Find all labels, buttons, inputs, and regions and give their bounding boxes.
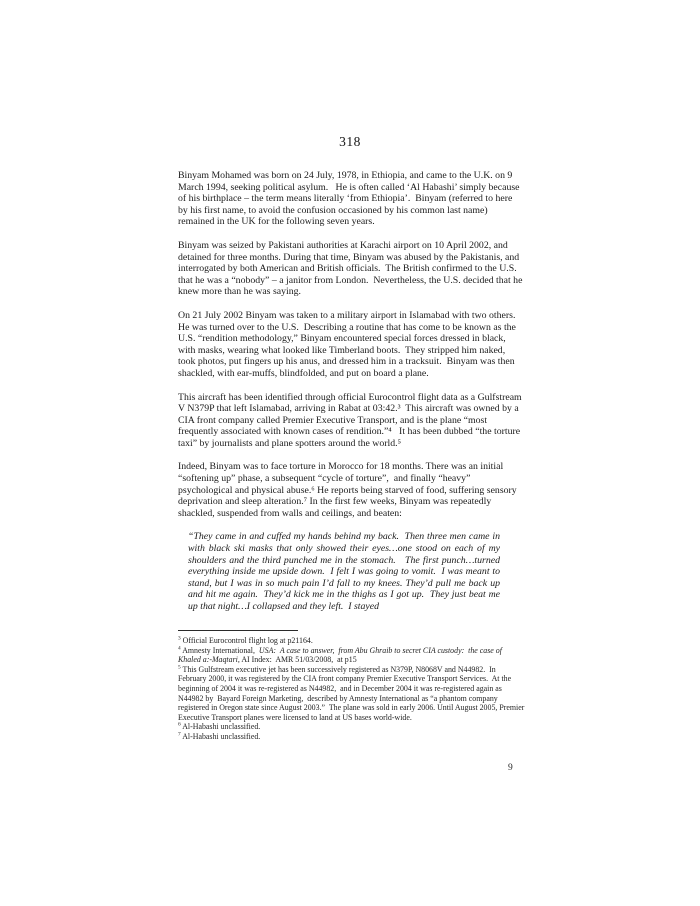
body-paragraph-3: On 21 July 2002 Binyam was taken to a military airport in Islamabad with two others. He was turned over to the U.S. Describing a routine that has come to be known as the U.S. “rendition methodology,” Binyam encountered special forces dressed in black, with masks, wearing what looked like Timberland boots. They stripped him naked, took photos, put fingers up his anus, and dressed him in a tracksuit. Binyam was then shackled, with ear-muffs, blindfolded, and put on board a plane. xyxy=(178,309,519,379)
footnote-3 xyxy=(178,636,526,646)
footnote-3-text: Official Eurocontrol flight log at p21164. xyxy=(180,636,313,645)
footnote-4-text-tail: , AI Index: AMR 51/03/2008, at p15 xyxy=(237,655,357,665)
footnote-5 xyxy=(178,665,526,723)
footnote-5-text: This Gulfstream executive jet has been successively registered as N379P, N8068V and N44982. In February 2000, it was registered by the CIA front company Premier Executive Transport Services. At the beginning of 2004 it was re-registered as N44982, and in December 2004 it was re-registered again as N44982 by Bayard Foreign Marketing, described by Amnesty International as “a phantom company registered in Oregon state since August 2003.” The plane was sold in early 2006. Until August 2005, Premier Executive Transport planes were licensed to land at US bases world-wide. xyxy=(178,664,527,722)
body-paragraph-2: Binyam was seized by Pakistani authorities at Karachi airport on 10 April 2002, and detained for three months. During that time, Binyam was abused by the Pakistanis, and interrogated by both American and British officials. The British confirmed to the U.S. that he was a “nobody” – a janitor from London. Nevertheless, the U.S. decided that he knew more than he was saying. xyxy=(178,239,525,298)
footnote-marker-6: 6 xyxy=(178,721,181,728)
body-paragraph-1: Binyam Mohamed was born on 24 July, 1978, in Ethiopia, and came to the U.K. on 9 March 1994, seeking political asylum. He is often called ‘Al Habashi’ simply because of his birthplace – the term means literally ‘from Ethiopia’. Binyam (referred to here by his first name, to avoid the confusion occasioned by his common last name) remained in the UK for the following seven years. xyxy=(178,170,522,228)
footnote-6 xyxy=(178,722,526,732)
body-paragraph-5: Indeed, Binyam was to face torture in Morocco for 18 months. There was an initial “softening up” phase, a subsequent “cycle of torture”, and finally “heavy” psychological and physical abuse.⁶ He reports being starved of food, suffering sensory deprivation and sleep alteration.⁷ In the first few weeks, Binyam was repeatedly shackled, suspended from walls and ceilings, and beaten: xyxy=(178,461,520,519)
footnotes-section xyxy=(178,630,526,742)
footnote-4-text-lead: Amnesty International, xyxy=(180,645,259,655)
footnote-7 xyxy=(178,732,526,742)
footnote-4 xyxy=(178,646,526,665)
main-text-block xyxy=(178,170,524,613)
footnote-marker-3: 3 xyxy=(178,635,181,642)
testimony-blockquote: “They came in and cuffed my hands behind my back. Then three men came in with black ski masks that only showed their eyes…one stood on each of my shoulders and the third punched me in the stomach. The first punch…turned everything inside me upside down. I felt I was going to vomit. I was meant to stand, but I was in so much pain I’d fall to my knees. They’d pull me back up and hit me again. They’d kick me in the thighs as I got up. They just beat me up that night…I collapsed and they left. I stayed xyxy=(188,531,503,612)
footnote-marker-7: 7 xyxy=(178,731,181,738)
footnote-marker-4: 4 xyxy=(178,644,181,651)
footnote-6-text: Al-Habashi unclassified. xyxy=(180,722,261,732)
footnote-marker-5: 5 xyxy=(178,664,181,671)
footnote-7-text: Al-Habashi unclassified. xyxy=(180,731,261,741)
page-header-number: 318 xyxy=(339,134,361,149)
footnote-separator-line xyxy=(178,630,298,631)
body-paragraph-4: This aircraft has been identified through official Eurocontrol flight data as a Gulfstream V N379P that left Islamabad, arriving in Rabat at 03:42.³ This aircraft was owned by a CIA front company called Premier Executive Transport, and is the plane “most frequently associated with known cases of rendition.”⁴ It has been dubbed “the torture taxi” by journalists and plane spotters around the world.⁵ xyxy=(178,391,524,449)
footnote-4-citation-title: USA: A case to answer, from Abu Ghraib to secret CIA custody: the case of Khaled a:-Maqtari xyxy=(178,645,504,665)
page-footer-number: 9 xyxy=(508,763,513,773)
